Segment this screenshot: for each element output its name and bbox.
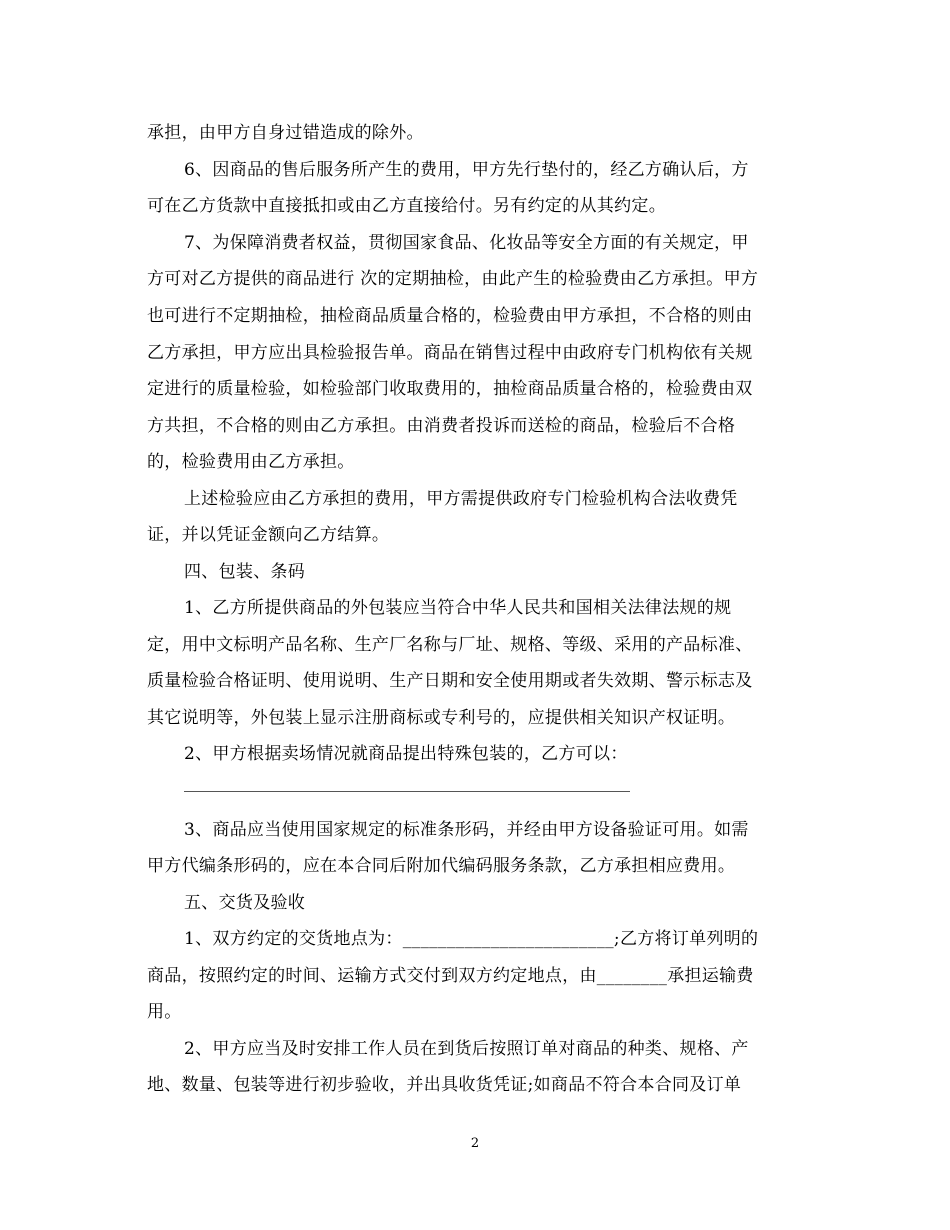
text-line: 的，检验费用由乙方承担。: [147, 452, 355, 472]
text-line: 也可进行不定期抽检，抽检商品质量合格的，检验费由甲方承担，不合格的则由: [147, 306, 753, 326]
text-line: 用。: [147, 1002, 182, 1022]
text-line: 1、乙方所提供商品的外包装应当符合中华人民共和国相关法律法规的规: [184, 598, 732, 618]
text-line: 地、数量、包装等进行初步验收，并出具收货凭证;如商品不符合本合同及订单: [147, 1075, 742, 1095]
text-line: 2、甲方根据卖场情况就商品提出特殊包装的，乙方可以：: [184, 744, 628, 764]
text-line: 3、商品应当使用国家规定的标准条形码，并经由甲方设备验证可用。如需: [184, 820, 749, 840]
text-line: 1、双方约定的交货地点为：________________________;乙方将订单列明的: [184, 929, 759, 949]
text-line: 6、因商品的售后服务所产生的费用，甲方先行垫付的，经乙方确认后，方: [184, 160, 749, 180]
text-line: 商品，按照约定的时间、运输方式交付到双方约定地点，由________承担运输费: [147, 966, 754, 986]
blank-fill-line: [184, 791, 630, 792]
text-line: 乙方承担，甲方应出具检验报告单。商品在销售过程中由政府专门机构依有关规: [147, 343, 753, 363]
text-line: 7、为保障消费者权益，贯彻国家食品、化妆品等安全方面的有关规定，甲: [184, 233, 749, 253]
text-line: 2、甲方应当及时安排工作人员在到货后按照订单对商品的种类、规格、产: [184, 1039, 749, 1059]
text-line: 可在乙方货款中直接抵扣或由乙方直接给付。另有约定的从其约定。: [147, 196, 666, 216]
text-line: 定，用中文标明产品名称、生产厂名称与厂址、规格、等级、采用的产品标准、: [147, 635, 753, 655]
text-line: 定进行的质量检验，如检验部门收取费用的，抽检商品质量合格的，检验费由双: [147, 379, 753, 399]
text-line: 其它说明等，外包装上显示注册商标或专利号的，应提供相关知识产权证明。: [147, 708, 736, 728]
text-line: 方可对乙方提供的商品进行 次的定期抽检，由此产生的检验费由乙方承担。甲方: [147, 269, 759, 289]
text-line: 质量检验合格证明、使用说明、生产日期和安全使用期或者失效期、警示标志及: [147, 671, 753, 691]
page-number: 2: [470, 1136, 480, 1151]
section-heading: 五、交货及验收: [184, 893, 306, 913]
text-line: 承担，由甲方自身过错造成的除外。: [147, 123, 424, 143]
text-line: 方共担，不合格的则由乙方承担。由消费者投诉而送检的商品，检验后不合格: [147, 416, 736, 436]
text-line: 证，并以凭证金额向乙方结算。: [147, 525, 390, 545]
section-heading: 四、包装、条码: [184, 562, 306, 582]
text-line: 甲方代编条形码的，应在本合同后附加代编码服务条款，乙方承担相应费用。: [147, 856, 736, 876]
text-line: 上述检验应由乙方承担的费用，甲方需提供政府专门检验机构合法收费凭: [184, 489, 738, 509]
